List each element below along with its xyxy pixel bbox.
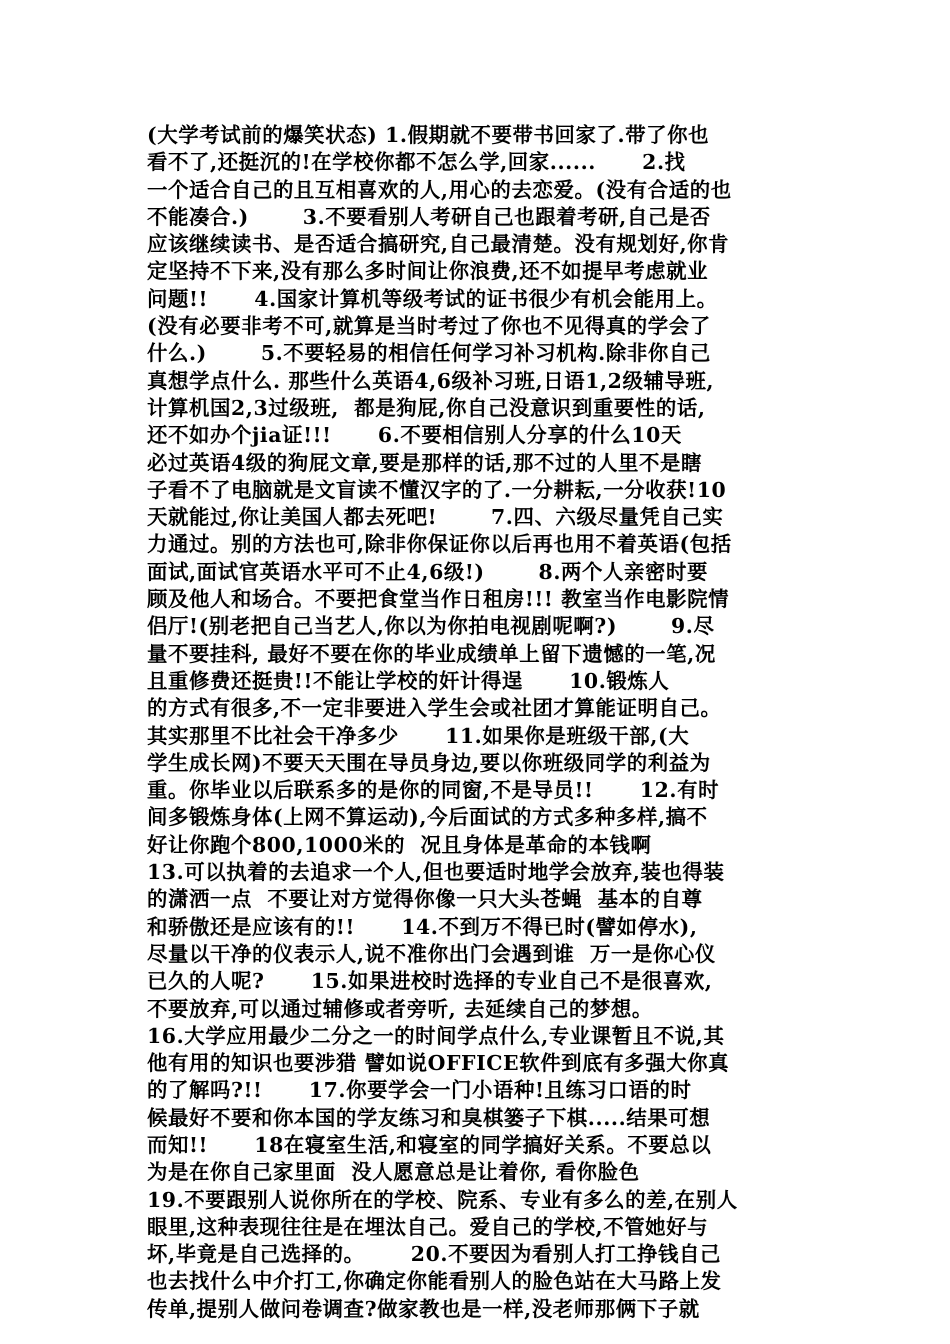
text-line: 不要放弃,可以通过辅修或者旁听, 去延续自己的梦想。	[147, 996, 653, 1021]
text-line: 力通过。别的方法也可,除非你保证你以后再也用不着英语(包括	[147, 532, 732, 557]
text-line: 必过英语4级的狗屁文章,要是那样的话,那不过的人里不是瞎	[147, 450, 702, 475]
text-line: 学生成长网)不要天天围在导员身边,要以你班级同学的利益为	[147, 750, 711, 775]
text-line: 侣厅!(别老把自己当艺人,你以为你拍电视剧呢啊?) 9.尽	[147, 614, 715, 639]
text-line: 一个适合自己的且互相喜欢的人,用心的去恋爱。(没有合适的也	[147, 177, 732, 202]
text-line: 的方式有很多,不一定非要进入学生会或社团才算能证明自己。	[147, 696, 722, 721]
text-line: 天就能过,你让美国人都去死吧! 7.四、六级尽量凭自己实	[147, 505, 724, 530]
text-line: 坏,毕竟是自己选择的。 20.不要因为看别人打工挣钱自己	[147, 1242, 721, 1267]
text-line: (没有必要非考不可,就算是当时考过了你也不见得真的学会了	[147, 314, 711, 339]
text-line: 其实那里不比社会干净多少 11.如果你是班级干部,(大	[147, 723, 690, 748]
text-line: 子看不了电脑就是文盲读不懂汉字的了.一分耕耘,一分收获!10	[147, 477, 727, 502]
text-line: 已久的人呢? 15.如果进校时选择的专业自己不是很喜欢,	[147, 969, 713, 994]
text-line: 13.可以执着的去追求一个人,但也要适时地学会放弃,装也得装	[147, 860, 725, 885]
text-line: 间多锻炼身体(上网不算运动),今后面试的方式多种多样,搞不	[147, 805, 708, 830]
text-line: 19.不要跟别人说你所在的学校、院系、专业有多么的差,在别人	[147, 1187, 738, 1212]
text-line: 不能凑合.) 3.不要看别人考研自己也跟着考研,自己是否	[147, 204, 711, 229]
text-line: 问题!! 4.国家计算机等级考试的证书很少有机会能用上。	[147, 286, 718, 311]
text-line: 尽量以干净的仪表示人,说不准你出门会遇到谁 万一是你心仪	[147, 941, 716, 966]
body-text	[147, 122, 807, 1323]
text-line: 重。你毕业以后联系多的是你的同窗,不是导员!! 12.有时	[147, 778, 720, 803]
text-line: 面试,面试官英语水平可不止4,6级!) 8.两个人亲密时要	[147, 559, 708, 584]
text-line: 定坚持不下来,没有那么多时间让你浪费,还不如提早考虑就业	[147, 259, 709, 284]
text-line: 而知!! 18在寝室生活,和寝室的同学搞好关系。不要总以	[147, 1132, 712, 1157]
text-line: 他有用的知识也要涉猎 譬如说OFFICE软件到底有多强大你真	[147, 1051, 730, 1076]
text-line: 的潇洒一点 不要让对方觉得你像一只大头苍蝇 基本的自尊	[147, 887, 703, 912]
text-line: 量不要挂科, 最好不要在你的毕业成绩单上留下遗憾的一笔,况	[147, 641, 716, 666]
text-line: 计算机国2,3过级班, 都是狗屁,你自己没意识到重要性的话,	[147, 395, 706, 420]
text-line: 还不如办个jia证!!! 6.不要相信别人分享的什么10天	[147, 423, 682, 448]
text-line: 16.大学应用最少二分之一的时间学点什么,专业课暂且不说,其	[147, 1023, 725, 1048]
text-line: 候最好不要和你本国的学友练习和臭棋篓子下棋.....结果可想	[147, 1105, 711, 1130]
text-line: 好让你跑个800,1000米的 况且身体是革命的本钱啊	[147, 832, 652, 857]
text-line: 应该继续读书、是否适合搞研究,自己最清楚。没有规划好,你肯	[147, 232, 730, 257]
text-line: 传单,提别人做问卷调查?做家教也是一样,没老师那俩下子就	[147, 1296, 700, 1321]
text-line: 为是在你自己家里面 没人愿意总是让着你, 看你脸色	[147, 1160, 640, 1185]
text-line: (大学考试前的爆笑状态) 1.假期就不要带书回家了.带了你也	[147, 123, 710, 147]
text-line: 看不了,还挺沉的!在学校你都不怎么学,回家...... 2.找	[147, 150, 686, 175]
text-line: 眼里,这种表现往往是在埋汰自己。爱自己的学校,不管她好与	[147, 1214, 709, 1239]
text-line: 顾及他人和场合。不要把食堂当作日租房!!! 教室当作电影院情	[147, 587, 730, 612]
text-line: 且重修费还挺贵!!不能让学校的奸计得逞 10.锻炼人	[147, 668, 670, 693]
text-line: 也去找什么中介打工,你确定你能看别人的脸色站在大马路上发	[147, 1269, 722, 1294]
text-line: 和骄傲还是应该有的!! 14.不到万不得已时(譬如停水),	[147, 914, 698, 939]
text-line: 真想学点什么. 那些什么英语4,6级补习班,日语1,2级辅导班,	[147, 368, 715, 393]
text-line: 什么.) 5.不要轻易的相信任何学习补习机构.除非你自己	[147, 341, 711, 366]
text-line: 的了解吗?!! 17.你要学会一门小语种!且练习口语的时	[147, 1078, 692, 1103]
